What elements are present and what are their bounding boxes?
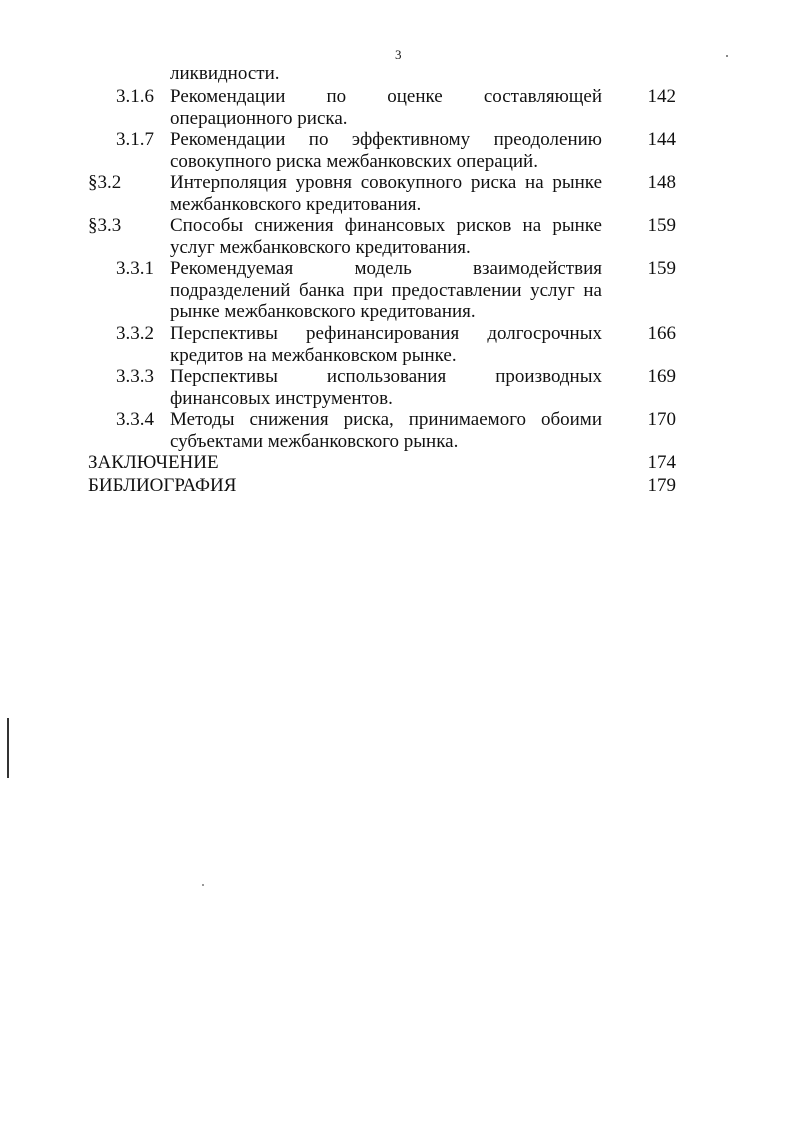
toc-entry-title: Способы снижения финансовых рисков на рынке услуг межбанковского кредитования.	[170, 215, 602, 258]
toc-entry-number: 3.3.3	[116, 366, 154, 387]
toc-entry-page: 144	[647, 129, 676, 150]
toc-entry-number: 3.3.1	[116, 258, 154, 279]
toc-entry-page: 159	[647, 215, 676, 236]
toc-entry-page: 148	[647, 172, 676, 193]
toc-entry-title: Рекомендуемая модель взаимодействия подразделений банка при предоставлении услуг на рынке межбанковского кредитования.	[170, 258, 602, 322]
toc-entry-title: Перспективы рефинансирования долгосрочных кредитов на межбанковском рынке.	[170, 323, 602, 366]
scan-speck	[726, 55, 728, 57]
toc-entry-title: ЗАКЛЮЧЕНИЕ	[88, 452, 219, 473]
toc-entry-title: БИБЛИОГРАФИЯ	[88, 475, 237, 496]
scan-speck	[202, 884, 204, 886]
toc-entry-page: 142	[647, 86, 676, 107]
toc-entry-title: Рекомендации по оценке составляющей операционного риска.	[170, 86, 602, 129]
toc-entry-number: 3.3.4	[116, 409, 154, 430]
toc-entry-page: 174	[647, 452, 676, 473]
toc-entry-number: 3.1.7	[116, 129, 154, 150]
toc-entry-page: 179	[647, 475, 676, 496]
toc-entry-page: 169	[647, 366, 676, 387]
scan-edge-mark	[7, 718, 9, 778]
toc-entry-number: §3.3	[88, 215, 122, 236]
toc-entry-title: Интерполяция уровня совокупного риска на рынке межбанковского кредитования.	[170, 172, 602, 215]
toc-entry-number: 3.1.6	[116, 86, 154, 107]
toc-entry-number: §3.2	[88, 172, 122, 193]
toc-entry-page: 166	[647, 323, 676, 344]
page-number: 3	[395, 47, 402, 62]
toc-entry-title: Методы снижения риска, принимаемого обоими субъектами межбанковского рынка.	[170, 409, 602, 452]
toc-entry-page: 170	[647, 409, 676, 430]
toc-entry-number: 3.3.2	[116, 323, 154, 344]
toc-entry-page: 159	[647, 258, 676, 279]
toc-entry-title: Рекомендации по эффективному преодолению совокупного риска межбанковских операций.	[170, 129, 602, 172]
toc-entry-title: Перспективы использования производных финансовых инструментов.	[170, 366, 602, 409]
toc-continuation-text: ликвидности.	[170, 63, 280, 84]
